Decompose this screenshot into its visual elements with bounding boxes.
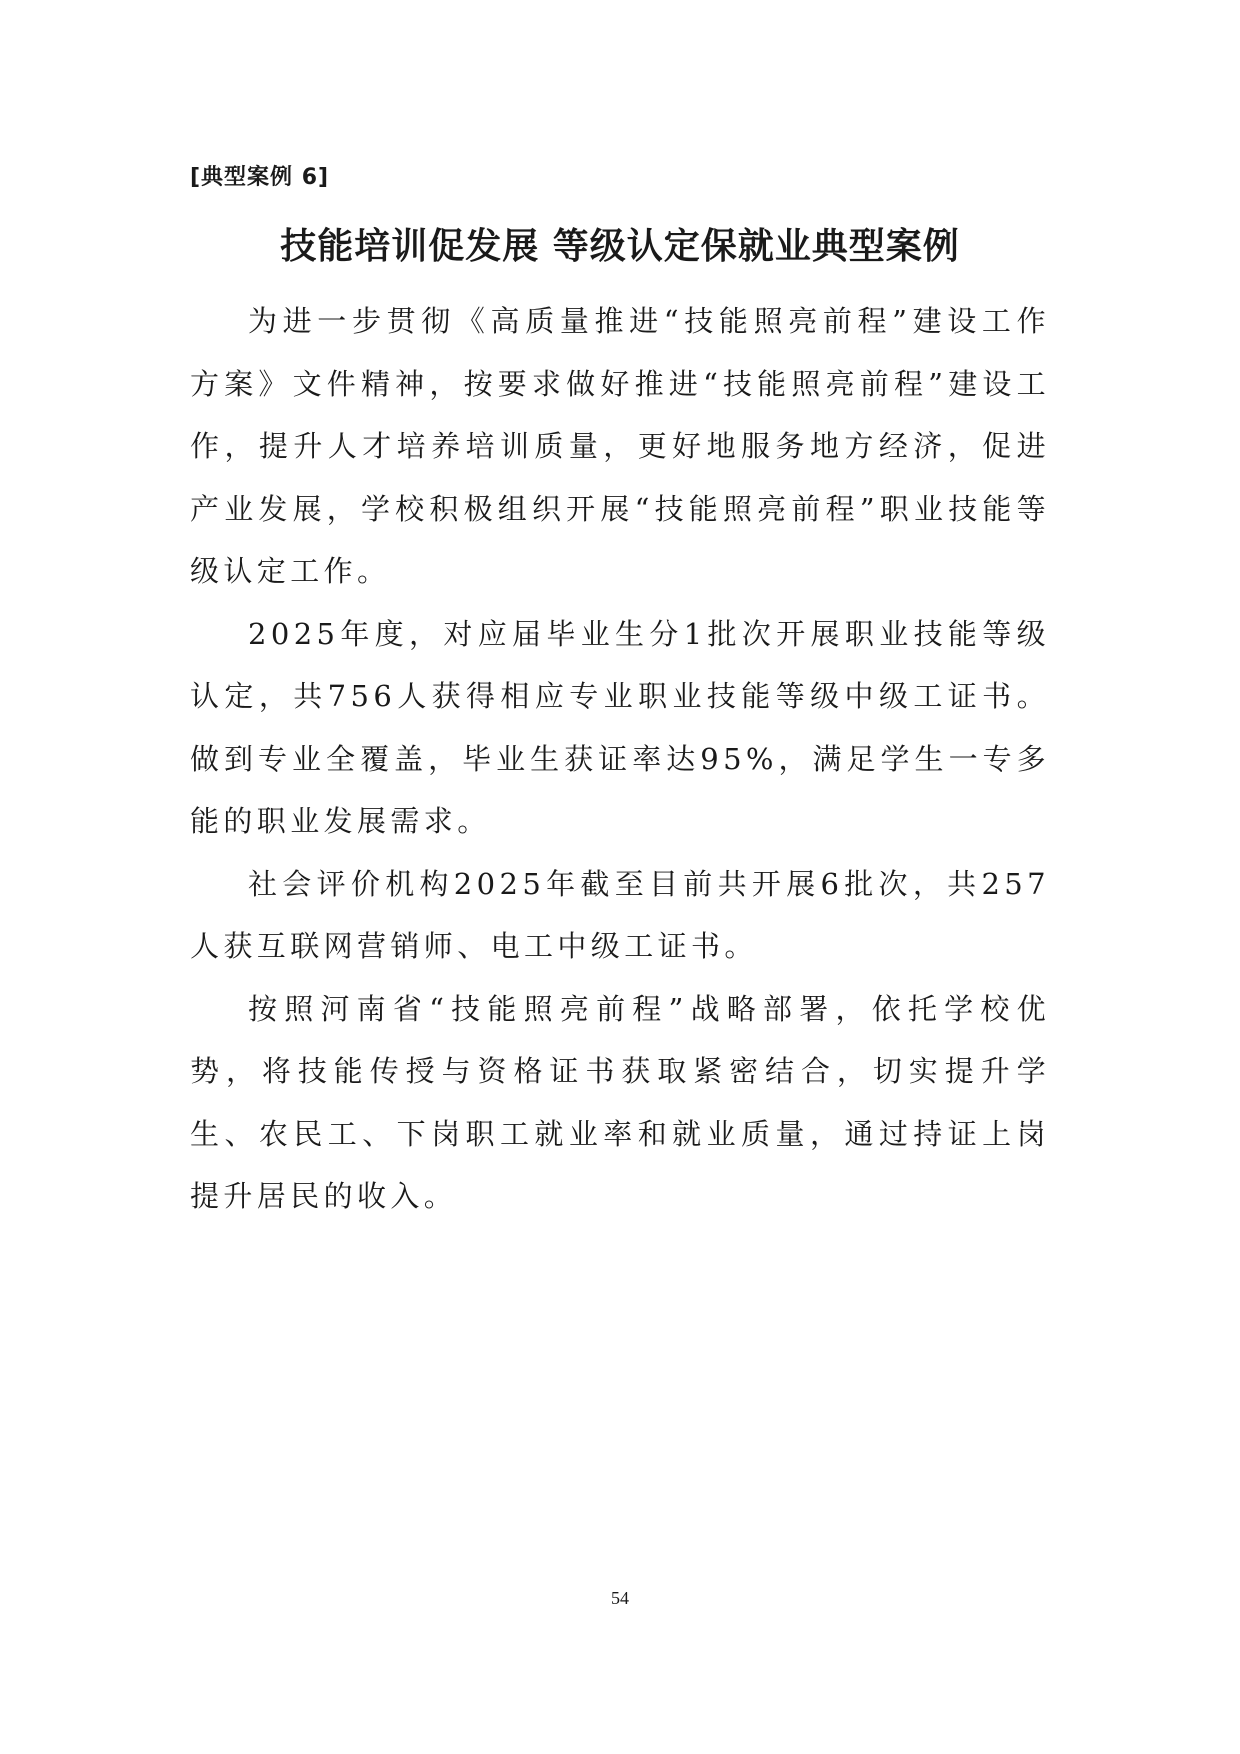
- paragraph-4: 按照河南省“技能照亮前程”战略部署，依托学校优势，将技能传授与资格证书获取紧密结合，切实提升学生、农民工、下岗职工就业率和就业质量，通过持证上岗提升居民的收入。: [190, 991, 1050, 1213]
- paragraph-2: 2025年度，对应届毕业生分1批次开展职业技能等级认定，共756人获得相应专业职业技能等级中级工证书。做到专业全覆盖，毕业生获证率达95%，满足学生一专多能的职业发展需求。: [190, 616, 1050, 838]
- page-number: 54: [611, 1588, 629, 1608]
- document-title: 技能培训促发展 等级认定保就业典型案例: [280, 226, 960, 267]
- case-label: [典型案例 6]: [190, 165, 330, 190]
- paragraph-3: 社会评价机构2025年截至目前共开展6批次，共257人获互联网营销师、电工中级工证书。: [190, 866, 1050, 963]
- paragraph-1: 为进一步贯彻《高质量推进“技能照亮前程”建设工作方案》文件精神，按要求做好推进“技能照亮前程”建设工作，提升人才培养培训质量，更好地服务地方经济，促进产业发展，学校积极组织开展“技能照亮前程”职业技能等级认定工作。: [190, 304, 1050, 588]
- body-text: [190, 290, 1050, 1228]
